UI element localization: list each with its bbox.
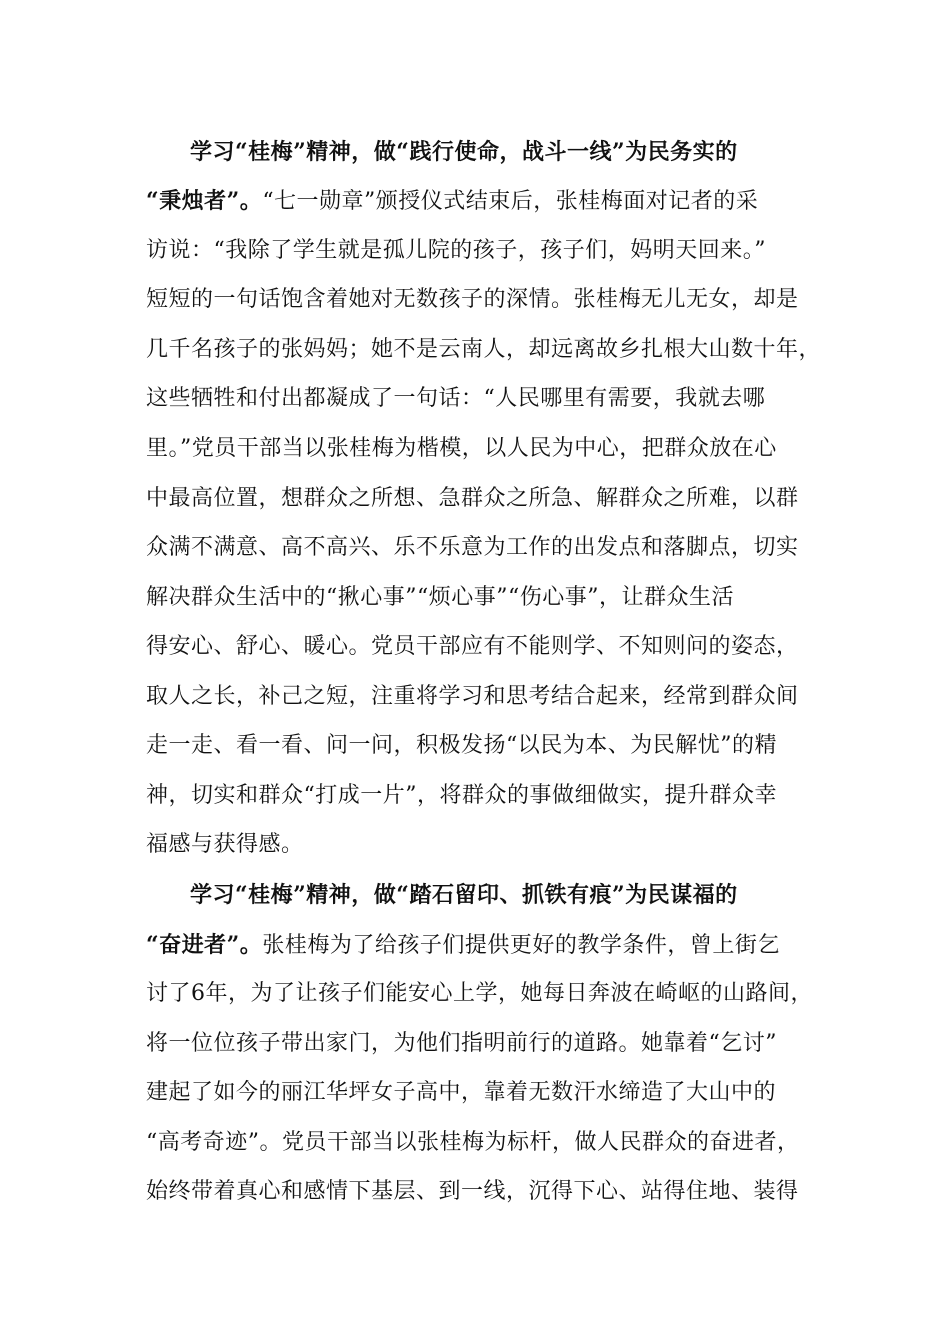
- paragraph-2-line-2: [146, 930, 780, 961]
- paragraph-1-text: 福感与获得感。: [146, 832, 304, 857]
- paragraph-1-text: 解决群众生活中的“揪心事”“烦心事”“伤心事”，让群众生活: [146, 585, 734, 610]
- paragraph-1-line-3: [146, 236, 766, 266]
- paragraph-1-text: 访说：“我除了学生就是孤儿院的孩子，孩子们，妈明天回来。”: [146, 238, 766, 263]
- paragraph-1-line-7: [146, 434, 777, 464]
- paragraph-1-text: “七一勋章”颁授仪式结束后，张桂梅面对记者的采: [262, 189, 759, 214]
- paragraph-2-line-5: [146, 1078, 776, 1108]
- paragraph-1-line-2: [146, 186, 758, 217]
- paragraph-2-text: 张桂梅为了给孩子们提供更好的教学条件，曾上街乞: [262, 933, 780, 958]
- paragraph-1-line-9: [146, 533, 799, 563]
- paragraph-2-text: 将一位位孩子带出家门，为他们指明前行的道路。她靠着“乞讨”: [146, 1031, 777, 1056]
- paragraph-2-heading: 学习“桂梅”精神，做“踏石留印、抓铁有痕”为民谋福的: [190, 882, 738, 908]
- paragraph-1-heading: 学习“桂梅”精神，做“践行使命，战斗一线”为民务实的: [190, 139, 738, 165]
- paragraph-1-text: 短短的一句话饱含着她对无数孩子的深情。张桂梅无儿无女，却是: [146, 287, 799, 312]
- paragraph-1-line-12: [146, 682, 799, 712]
- paragraph-1-text: 里。”党员干部当以张桂梅为楷模，以人民为中心，把群众放在心: [146, 436, 777, 461]
- paragraph-2-text: 建起了如今的丽江华坪女子高中，靠着无数汗水缔造了大山中的: [146, 1080, 777, 1105]
- paragraph-1-text: 中最高位置，想群众之所想、急群众之所急、解群众之所难，以群: [146, 486, 799, 511]
- paragraph-1-line-13: [146, 731, 777, 761]
- paragraph-1-line-8: [146, 484, 799, 514]
- paragraph-1-line-1: [190, 137, 738, 168]
- paragraph-2-heading-end: “奋进者”。: [146, 932, 263, 958]
- paragraph-1-line-11: [146, 632, 799, 662]
- paragraph-1-text: 得安心、舒心、暖心。党员干部应有不能则学、不知则问的姿态，: [146, 634, 799, 659]
- paragraph-1-text: 神，切实和群众“打成一片”，将群众的事做细做实，提升群众幸: [146, 783, 777, 808]
- paragraph-1-text: 众满不满意、高不高兴、乐不乐意为工作的出发点和落脚点，切实: [146, 535, 799, 560]
- paragraph-1-line-6: [146, 384, 765, 414]
- paragraph-1-line-4: [146, 285, 799, 315]
- paragraph-2-line-6: [146, 1128, 800, 1158]
- paragraph-1-text: 取人之长，补己之短，注重将学习和思考结合起来，经常到群众间: [146, 684, 799, 709]
- paragraph-1-heading-end: “秉烛者”。: [146, 188, 263, 214]
- paragraph-1-text: 这些牺牲和付出都凝成了一句话：“人民哪里有需要，我就去哪: [146, 386, 766, 411]
- paragraph-1-text: 走一走、看一看、问一问，积极发扬“以民为本、为民解忧”的精: [146, 733, 777, 758]
- paragraph-2-line-3: [146, 979, 813, 1009]
- paragraph-1-line-15: [146, 830, 304, 860]
- paragraph-2-text: 始终带着真心和感情下基层、到一线，沉得下心、站得住地、装得: [146, 1179, 799, 1204]
- paragraph-2-text: “高考奇迹”。党员干部当以张桂梅为标杆，做人民群众的奋进者，: [146, 1130, 800, 1155]
- paragraph-2-line-7: [146, 1177, 799, 1207]
- paragraph-1-line-14: [146, 781, 777, 811]
- paragraph-1-line-5: [146, 335, 821, 365]
- paragraph-2-text: 讨了6年，为了让孩子们能安心上学，她每日奔波在崎岖的山路间，: [146, 981, 813, 1006]
- paragraph-2-line-4: [146, 1029, 777, 1059]
- paragraph-1-text: 几千名孩子的张妈妈；她不是云南人，却远离故乡扎根大山数十年，: [146, 337, 822, 362]
- paragraph-1-line-10: [146, 583, 734, 613]
- paragraph-2-line-1: [190, 880, 738, 911]
